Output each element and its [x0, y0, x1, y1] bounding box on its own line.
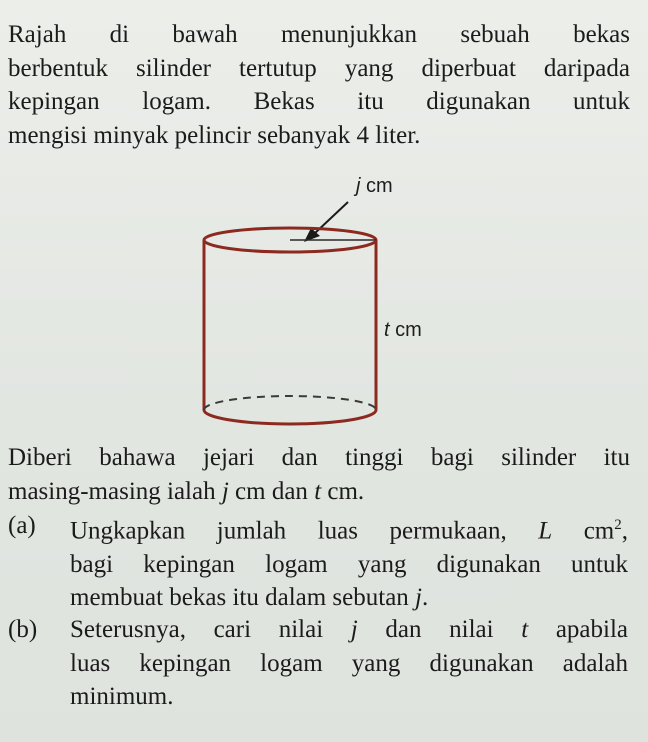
radius-label: j cm [356, 175, 393, 197]
intro-line-3: kepingan logam. Bekas itu digunakan untuk [8, 88, 630, 115]
cylinder-diagram [190, 168, 460, 443]
var-L: L [538, 517, 553, 545]
var-j: j [415, 584, 422, 612]
cylinder-bottom-front [204, 410, 376, 424]
question-b-label: (b) [8, 616, 38, 643]
question-b-line-2: luas kepingan logam yang digunakan adalah [70, 649, 628, 677]
intro-line-4: mengisi minyak pelincir sebanyak 4 liter. [8, 121, 421, 149]
question-b-line-3: minimum. [70, 683, 174, 710]
superscript-2: 2 [614, 517, 622, 533]
question-b-line-1: Seterusnya, cari nilai j dan nilai t apabila [70, 616, 629, 643]
var-j: j [350, 616, 358, 643]
var-t: t [521, 616, 529, 643]
given-line-2: masing-masing ialah j cm dan t cm. [8, 477, 365, 505]
question-a-line-1: Ungkapkan jumlah luas permukaan, L $cm^2$, [70, 517, 629, 545]
question-a-line-2: bagi kepingan logam yang digunakan untuk [70, 550, 628, 578]
cylinder-bottom-back-dashed [204, 396, 376, 410]
given-paragraph [8, 441, 630, 508]
intro-paragraph [8, 18, 630, 152]
height-label: t cm [384, 319, 422, 341]
question-a-label: (a) [8, 512, 36, 539]
given-line-1: Diberi bahawa jejari dan tinggi bagi silinder itu [8, 444, 630, 471]
intro-line-2: berbentuk silinder tertutup yang diperbuat daripada [8, 54, 630, 82]
intro-line-1: Rajah di bawah menunjukkan sebuah bekas [8, 21, 630, 48]
var-j: j [221, 477, 229, 505]
var-t: t [314, 477, 322, 505]
question-a-line-3: membuat bekas itu dalam sebutan j. [70, 584, 429, 612]
